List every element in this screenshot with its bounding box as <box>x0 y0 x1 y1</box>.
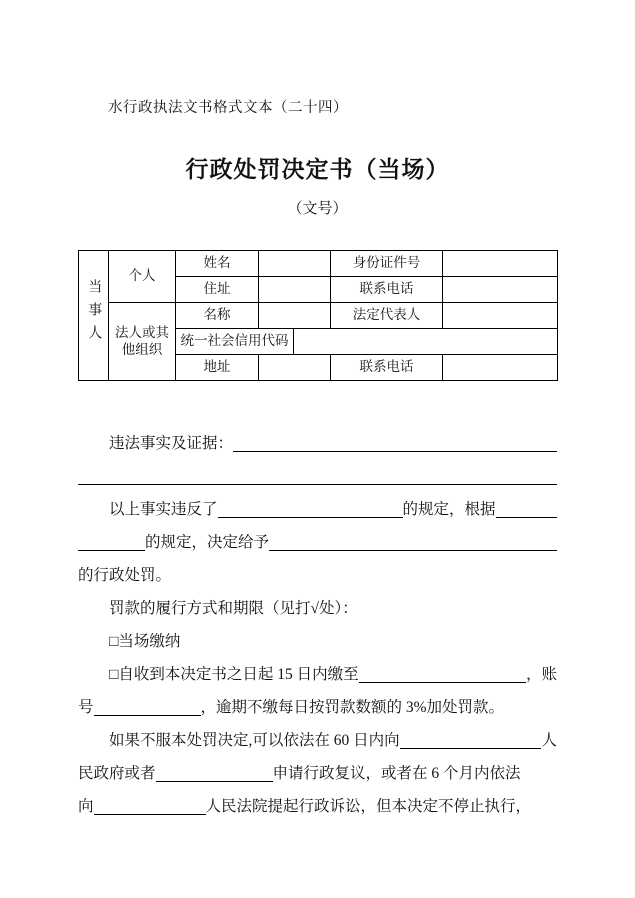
credit-code-value-cell <box>294 329 558 355</box>
org-address-value-cell <box>259 355 331 381</box>
party-label: 当事人 <box>86 278 102 348</box>
appeal-line3-pre-text: 向 <box>78 798 94 815</box>
appeal-line-3 <box>78 786 557 819</box>
id-value-cell <box>443 251 558 277</box>
decision-mid-text: 的规定，决定给予 <box>145 534 270 551</box>
decision-line <box>78 522 557 555</box>
credit-code-label-cell: 统一社会信用代码 <box>176 329 294 355</box>
facts-blank <box>233 451 557 452</box>
decision-blank-1 <box>78 550 145 551</box>
appeal-line2-tail-text: 申请行政复议，或者在 6 个月内依法 <box>272 765 521 782</box>
appeal-line1-tail-text: 人 <box>541 732 557 749</box>
violation-blank-1 <box>218 517 403 518</box>
legal-rep-value-cell <box>443 303 558 329</box>
doc-number-placeholder: （文号） <box>287 201 348 217</box>
appeal-blank-3 <box>94 814 206 815</box>
violation-blank-2 <box>496 517 557 518</box>
violation-mid-text: 的规定，根据 <box>402 501 496 518</box>
payment-heading-line <box>78 588 557 621</box>
appeal-blank-2 <box>156 781 273 782</box>
facts-line <box>78 423 557 456</box>
account-line <box>78 687 557 720</box>
bank-blank <box>359 682 526 683</box>
violation-pre-text: 以上事实违反了 <box>109 501 218 518</box>
facts-continuation-line <box>78 456 557 489</box>
org-phone-label-cell: 联系电话 <box>331 355 443 381</box>
decision-tail-text: 的行政处罚。 <box>78 567 172 584</box>
address-label-cell: 住址 <box>176 277 259 303</box>
org-address-label-cell: 地址 <box>176 355 259 381</box>
name-label-cell: 姓名 <box>176 251 259 277</box>
individual-label-cell: 个人 <box>109 251 176 303</box>
facts-label: 违法事实及证据： <box>109 435 234 452</box>
account-pre-text: 号 <box>78 699 94 716</box>
document-body <box>78 423 557 819</box>
appeal-line-2 <box>78 753 557 786</box>
document-title: 行政处罚决定书（当场） <box>185 156 450 182</box>
appeal-line-1 <box>78 720 557 753</box>
table-row <box>79 303 558 329</box>
org-name-value-cell <box>259 303 331 329</box>
address-value-cell <box>259 277 331 303</box>
id-label-cell: 身份证件号 <box>331 251 443 277</box>
org-phone-value-cell <box>443 355 558 381</box>
penalty-tail-line <box>78 555 557 588</box>
phone-label-cell: 联系电话 <box>331 277 443 303</box>
pay-option-onsite-text: □当场缴纳 <box>109 633 181 650</box>
account-blank <box>94 715 201 716</box>
name-value-cell <box>259 251 331 277</box>
pay-option-onsite-line <box>78 621 557 654</box>
appeal-line3-tail-text: 人民法院提起行政诉讼，但本决定不停止执行， <box>205 798 532 815</box>
decision-blank-2 <box>269 550 557 551</box>
table-row <box>79 251 558 277</box>
party-header-cell <box>79 251 109 381</box>
pay-option-bank-tail-text: ，账 <box>525 666 557 683</box>
pay-option-bank-pre-text: □自收到本决定书之日起 15 日内缴至 <box>109 666 359 683</box>
appeal-line1-pre-text: 如果不服本处罚决定,可以依法在 60 日内向 <box>109 732 400 749</box>
organization-label-cell: 法人或其他组织 <box>109 303 176 381</box>
legal-rep-label-cell: 法定代表人 <box>331 303 443 329</box>
format-label: 水行政执法文书格式文本（二十四） <box>108 100 348 116</box>
account-tail-text: ，逾期不缴每日按罚款数额的 3%加处罚款。 <box>200 699 505 716</box>
appeal-blank-1 <box>400 748 542 749</box>
violation-line <box>78 489 557 522</box>
org-name-label-cell: 名称 <box>176 303 259 329</box>
pay-option-bank-line <box>78 654 557 687</box>
appeal-line2-pre-text: 民政府或者 <box>78 765 156 782</box>
payment-heading-text: 罚款的履行方式和期限（见打√处）： <box>109 600 358 617</box>
phone-value-cell <box>443 277 558 303</box>
party-table <box>78 250 558 381</box>
facts-blank-2 <box>78 484 557 485</box>
